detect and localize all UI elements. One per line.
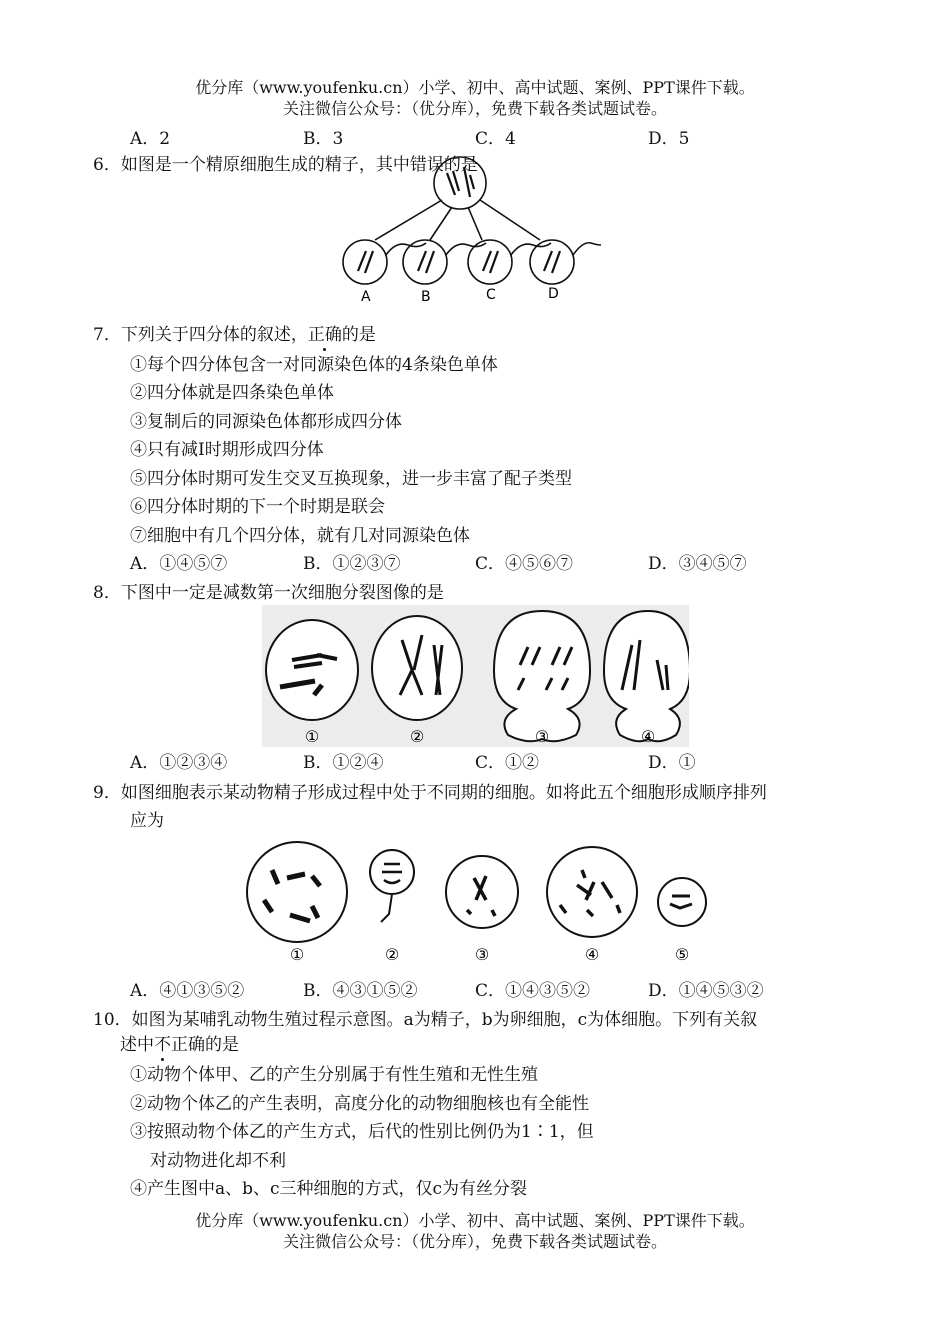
q7-stem [93,324,376,346]
q8-label-1: ① [304,727,320,746]
q10-stem-emphasis: 不 [154,1035,171,1055]
q6-parent-cell [434,157,486,209]
q10-item-4: ④产生图中a、b、c三种细胞的方式，仅c为有丝分裂 [130,1179,528,1199]
q6-sperm-b [403,240,447,284]
q9-option-d: D．①④⑤③② [648,981,764,1001]
q7-stem-post: 的是 [341,325,376,345]
q7-item-5: ⑤四分体时期可发生交叉互换现象，进一步丰富了配子类型 [130,469,572,489]
q9-cell-sequence-figure [242,840,712,968]
q10-item-3-continued: 对动物进化却不利 [150,1151,286,1171]
q9-label-2: ② [384,945,400,964]
q9-stem-line2: 应为 [130,811,164,831]
q5-option-d: D．5 [648,129,690,149]
q8-label-3: ③ [534,727,550,746]
q8-label-4: ④ [640,727,656,746]
q9-stem-line1: 9．如图细胞表示某动物精子形成过程中处于不同期的细胞。如将此五个细胞形成顺序排列 [93,783,767,803]
q9-cell-1 [247,842,347,942]
q7-item-4: ④只有减Ⅰ时期形成四分体 [130,440,324,460]
q6-stem-emphasis: 错误 [409,155,444,175]
q7-option-d: D．③④⑤⑦ [648,554,747,574]
page-header-line2: 关注微信公众号：（优分库），免费下载各类试题试卷。 [282,99,667,118]
q9-label-3: ③ [474,945,490,964]
page-footer-line2: 关注微信公众号：（优分库），免费下载各类试题试卷。 [282,1232,667,1251]
page-header-line1: 优分库（www.youfenku.cn）小学、初中、高中试题、案例、PPT课件下载。 [195,78,755,97]
q10-stem-post: 正确的是 [171,1035,239,1055]
q5-option-c: C．4 [475,129,516,149]
q8-cell-2 [372,616,462,720]
q7-stem-emphasis: 正确 [307,325,342,345]
q10-stem-pre: 述中 [120,1035,154,1055]
q7-stem-pre: 7．下列关于四分体的叙述， [93,325,308,345]
q7-option-a: A．①④⑤⑦ [130,554,228,574]
q10-item-1: ①动物个体甲、乙的产生分别属于有性生殖和无性生殖 [130,1065,538,1085]
q8-label-2: ② [409,727,425,746]
q6-sperm-d [530,240,574,284]
q9-option-c: C．①④③⑤② [475,981,591,1001]
q9-label-1: ① [289,945,305,964]
q8-cell-4 [604,611,689,741]
q8-option-b: B．①②④ [303,753,384,773]
q9-cell-4 [547,847,637,937]
q6-sperm-c [468,240,512,284]
q8-option-c: C．①② [475,753,540,773]
q9-option-b: B．④③①⑤② [303,981,418,1001]
q9-option-a: A．④①③⑤② [130,981,245,1001]
q5-option-b: B．3 [303,129,344,149]
q6-label-c: C [486,287,496,303]
q9-label-4: ④ [584,945,600,964]
q7-item-1: ①每个四分体包含一对同源染色体的4条染色单体 [130,355,498,375]
q8-option-a: A．①②③④ [130,753,228,773]
q8-stem: 8．下图中一定是减数第一次细胞分裂图像的是 [93,583,444,603]
q5-option-a: A．2 [130,129,171,149]
q6-label-b: B [421,289,431,305]
page-footer-line1: 优分库（www.youfenku.cn）小学、初中、高中试题、案例、PPT课件下载。 [195,1211,755,1230]
q8-option-d: D．① [648,753,696,773]
q6-label-d: D [548,286,559,302]
q10-item-3: ③按照动物个体乙的产生方式，后代的性别比例仍为1∶1，但 [130,1122,594,1142]
q7-option-b: B．①②③⑦ [303,554,401,574]
q10-stem-line2 [120,1034,239,1056]
q10-item-2: ②动物个体乙的产生表明，高度分化的动物细胞核也有全能性 [130,1094,589,1114]
q9-cell-5 [658,878,706,926]
q7-option-c: C．④⑤⑥⑦ [475,554,574,574]
q6-stem-post: 的是 [443,155,478,175]
q6-stem-pre: 6．如图是一个精原细胞生成的精子，其中 [93,155,410,175]
q7-item-7: ⑦细胞中有几个四分体，就有几对同源染色体 [130,526,470,546]
q9-label-5: ⑤ [674,945,690,964]
q6-spermatogenesis-figure [330,155,610,310]
q10-stem-line1: 10．如图为某哺乳动物生殖过程示意图。a为精子，b为卵细胞，c为体细胞。下列有关叙 [93,1010,758,1030]
q6-label-a: A [361,289,371,305]
q8-cell-1 [266,620,358,720]
q8-cell-3 [494,611,590,741]
q7-item-6: ⑥四分体时期的下一个时期是联会 [130,497,385,517]
q7-item-2: ②四分体就是四条染色单体 [130,383,334,403]
q8-cell-division-figure [262,605,689,747]
q7-item-3: ③复制后的同源染色体都形成四分体 [130,412,402,432]
q6-sperm-a [343,240,387,284]
